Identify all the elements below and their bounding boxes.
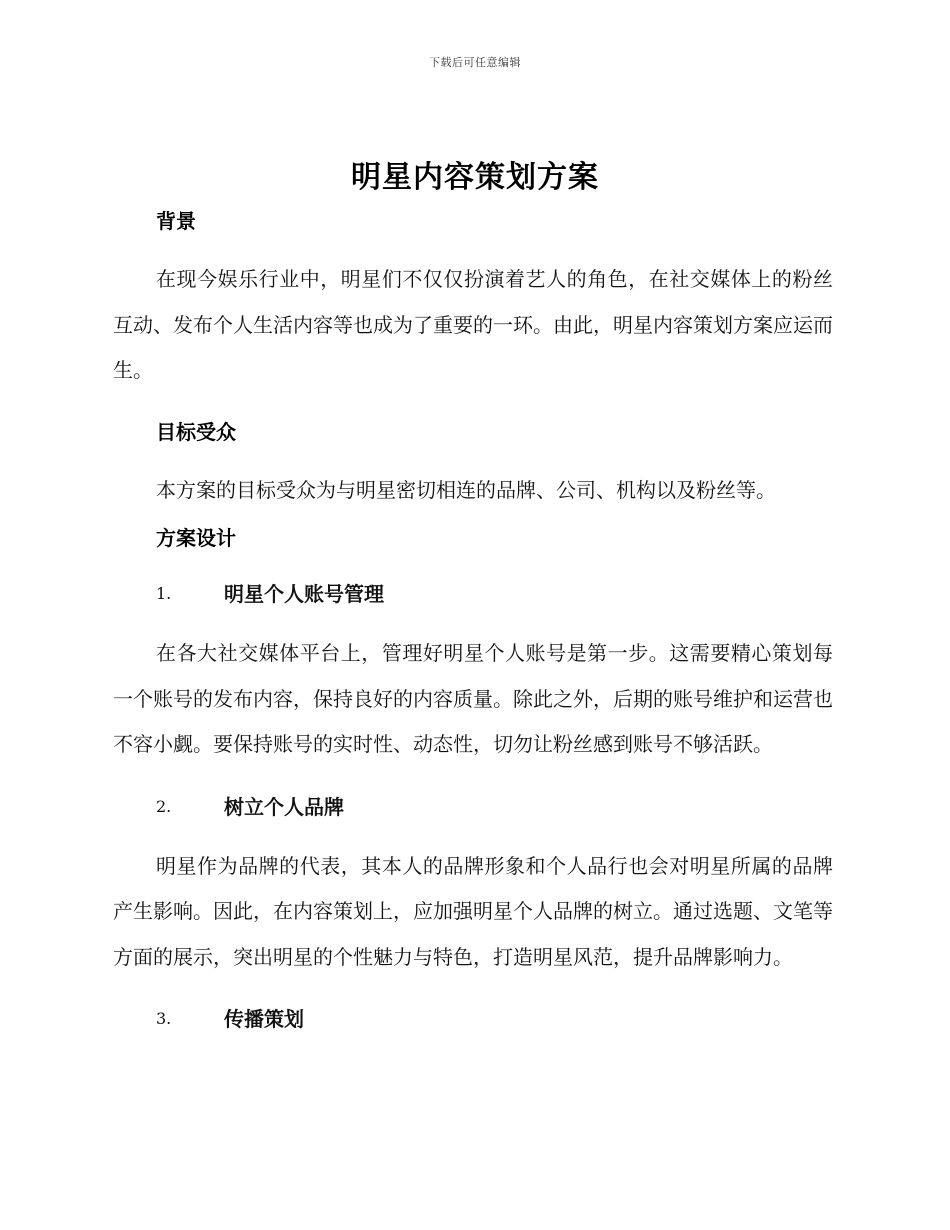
item-number: 1. <box>156 584 172 603</box>
numbered-heading-1 <box>113 577 833 611</box>
item-number: 3. <box>156 1009 172 1028</box>
numbered-heading-2 <box>113 790 833 824</box>
section-heading-design: 方案设计 <box>156 526 236 550</box>
section-heading-background: 背景 <box>156 209 196 233</box>
paragraph-item2: 明星作为品牌的代表，其本人的品牌形象和个人品行也会对明星所属的品牌产生影响。因此，在内容策划上，应加强明星个人品牌的树立。通过选题、文笔等方面的展示，突出明星的个性魅力与特色，打造明星风范，提升品牌影响力。 <box>113 853 833 969</box>
section-heading-audience: 目标受众 <box>156 419 236 444</box>
item-heading: 明星个人账号管理 <box>224 582 384 606</box>
paragraph-background: 在现今娱乐行业中，明星们不仅仅扮演着艺人的角色，在社交媒体上的粉丝互动、发布个人生活内容等也成为了重要的一环。由此，明星内容策划方案应运而生。 <box>113 267 833 382</box>
document-body <box>113 204 833 1036</box>
paragraph-audience: 本方案的目标受众为与明星密切相连的品牌、公司、机构以及粉丝等。 <box>156 477 776 502</box>
item-heading: 传播策划 <box>224 1007 304 1031</box>
paragraph-item1: 在各大社交媒体平台上，管理好明星个人账号是第一步。这需要精心策划每一个账号的发布内容，保持良好的内容质量。除此之外，后期的账号维护和运营也不容小觑。要保持账号的实时性、动态性，切勿让粉丝感到账号不够活跃。 <box>113 641 833 756</box>
header-note: 下载后可任意编辑 <box>429 56 521 69</box>
item-number: 2. <box>156 796 172 816</box>
item-heading: 树立个人品牌 <box>224 794 344 819</box>
numbered-heading-3 <box>113 1002 833 1036</box>
document-title: 明星内容策划方案 <box>351 160 599 195</box>
